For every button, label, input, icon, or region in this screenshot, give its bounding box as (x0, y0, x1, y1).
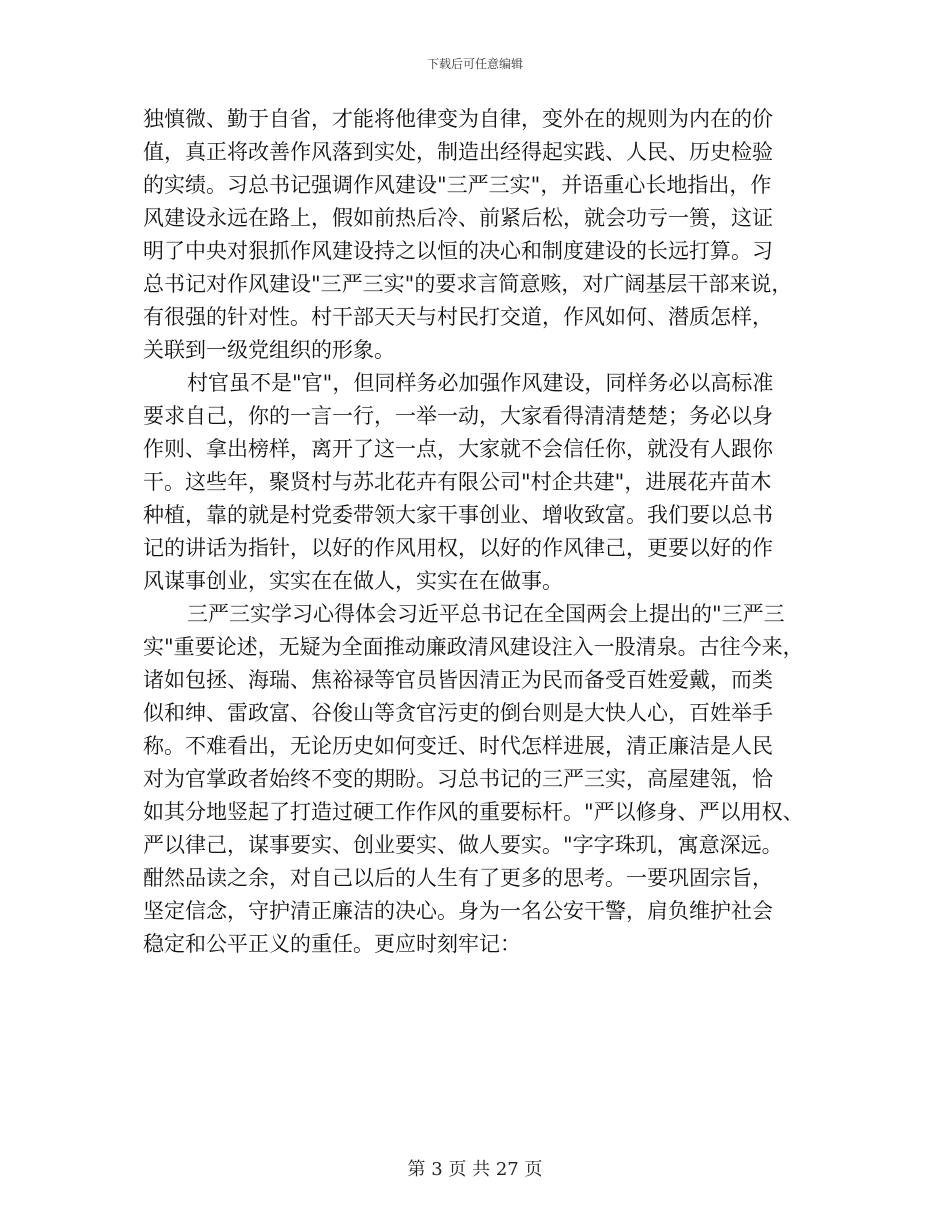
text-line: 三严三实学习心得体会习近平总书记在全国两会上提出的"三严三 (187, 602, 785, 626)
text-line: 坚定信念，守护清正廉洁的决心。身为一名公安干警，肩负维护社会 (143, 899, 773, 923)
text-line: 风谋事创业，实实在在做人，实实在在做事。 (143, 569, 563, 593)
text-line: 作则、拿出榜样，离开了这一点，大家就不会信任你，就没有人跟你 (143, 437, 773, 461)
text-line: 风建设永远在路上，假如前热后冷、前紧后松，就会功亏一篑，这证 (143, 206, 773, 230)
text-line: 记的讲话为指针，以好的作风用权，以好的作风律己，更要以好的作 (143, 536, 773, 560)
text-line: 实"重要论述，无疑为全面推动廉政清风建设注入一股清泉。古往今来， (143, 635, 804, 659)
text-line: 种植，靠的就是村党委带领大家干事创业、增收致富。我们要以总书 (143, 503, 773, 527)
text-line: 总书记对作风建设"三严三实"的要求言简意赅，对广阔基层干部来说， (143, 272, 793, 296)
text-line: 对为官掌政者始终不变的期盼。习总书记的三严三实，高屋建瓴，恰 (143, 767, 773, 791)
text-line: 诸如包拯、海瑞、焦裕禄等官员皆因清正为民而备受百姓爱戴，而类 (143, 668, 773, 692)
text-line: 酣然品读之余，对自己以后的人生有了更多的思考。一要巩固宗旨， (143, 866, 773, 890)
text-line: 值，真正将改善作风落到实处，制造出经得起实践、人民、历史检验 (143, 140, 773, 164)
text-line: 称。不难看出，无论历史如何变迁、时代怎样进展，清正廉洁是人民 (143, 734, 773, 758)
text-line: 独慎微、勤于自省，才能将他律变为自律，变外在的规则为内在的价 (143, 107, 773, 131)
page-footer: 第 3 页 共 27 页 (407, 1159, 543, 1180)
text-line: 稳定和公平正义的重任。更应时刻牢记： (143, 932, 521, 956)
text-line: 有很强的针对性。村干部天天与村民打交道，作风如何、潜质怎样， (143, 305, 773, 329)
text-line: 如其分地竖起了打造过硬工作作风的重要标杆。"严以修身、严以用权、 (143, 800, 804, 824)
text-line: 似和绅、雷政富、谷俊山等贪官污吏的倒台则是大快人心，百姓举手 (143, 701, 773, 725)
text-line: 关联到一级党组织的形象。 (143, 338, 395, 362)
text-line: 村官虽不是"官"，但同样务必加强作风建设，同样务必以高标准 (187, 371, 774, 395)
text-line: 明了中央对狠抓作风建设持之以恒的决心和制度建设的长远打算。习 (143, 239, 773, 263)
text-line: 干。这些年，聚贤村与苏北花卉有限公司"村企共建"，进展花卉苗木 (143, 470, 772, 494)
page-header: 下载后可任意编辑 (426, 57, 523, 71)
text-line: 的实绩。习总书记强调作风建设"三严三实"，并语重心长地指出，作 (143, 173, 772, 197)
text-line: 严以律己，谋事要实、创业要实、做人要实。"字字珠玑，寓意深远。 (143, 833, 783, 857)
text-line: 要求自己，你的一言一行，一举一动，大家看得清清楚楚；务必以身 (143, 404, 773, 428)
document-body (143, 103, 823, 961)
